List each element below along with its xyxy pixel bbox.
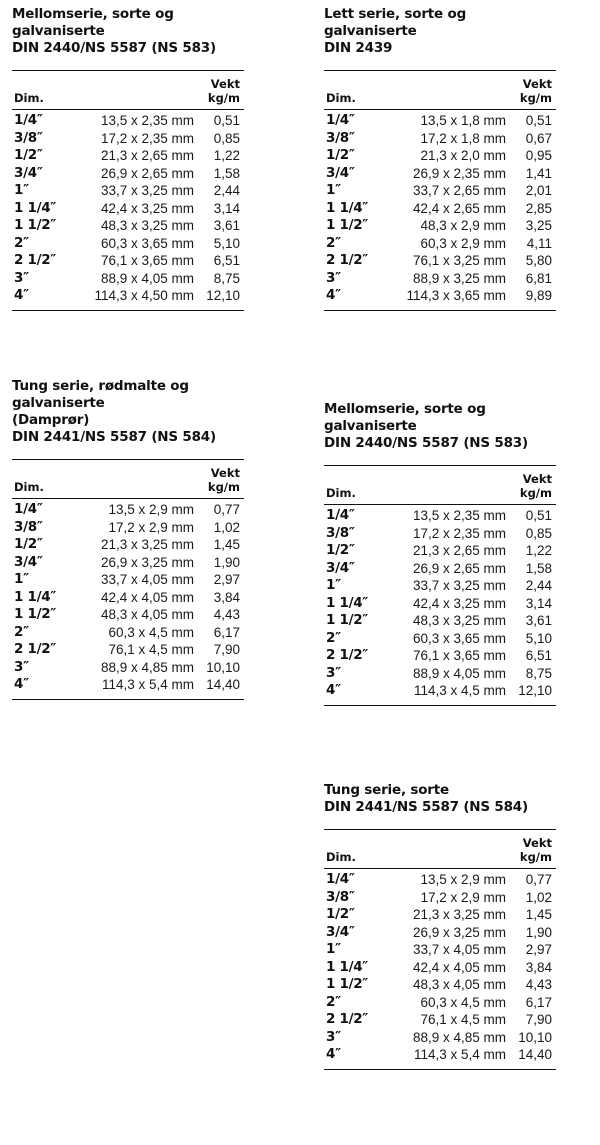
weight-cell: 1,02 xyxy=(525,889,552,905)
weight-cell: 1,58 xyxy=(525,560,552,576)
weight-cell: 5,10 xyxy=(525,630,552,646)
dim-cell: 1 1/4″ xyxy=(326,958,369,975)
table-row xyxy=(324,941,556,959)
weight-cell: 12,10 xyxy=(518,683,552,698)
dim-cell: 3/8″ xyxy=(14,129,43,146)
dim-cell: 2″ xyxy=(14,234,29,251)
dim-cell: 1/4″ xyxy=(326,112,355,128)
divider xyxy=(324,705,556,706)
dim-cell: 1″ xyxy=(326,182,341,198)
size-cell: 76,1 x 3,65 mm xyxy=(412,648,506,663)
weight-header-line: Vekt xyxy=(522,472,552,486)
table-row xyxy=(324,165,556,183)
size-cell: 76,1 x 3,25 mm xyxy=(412,253,506,268)
weight-cell: 4,11 xyxy=(526,235,552,251)
size-cell: 60,3 x 3,65 mm xyxy=(100,235,194,251)
table-mellomserie-right xyxy=(324,401,556,706)
dim-cell: 3/4″ xyxy=(14,164,43,181)
weight-cell: 1,90 xyxy=(525,924,552,940)
weight-cell: 2,01 xyxy=(525,183,552,198)
size-cell: 21,3 x 3,25 mm xyxy=(412,907,506,922)
weight-cell: 14,40 xyxy=(518,1047,552,1062)
dim-cell: 3/8″ xyxy=(326,129,355,146)
table-row xyxy=(12,659,244,677)
size-cell: 60,3 x 4,5 mm xyxy=(108,624,194,640)
weight-header xyxy=(208,466,240,494)
table-row xyxy=(324,147,556,165)
dim-cell: 1 1/4″ xyxy=(326,594,369,611)
table-row xyxy=(324,976,556,994)
table-row xyxy=(324,287,556,305)
weight-header-unit: kg/m xyxy=(519,850,552,864)
table-row xyxy=(12,641,244,659)
dim-cell: 2″ xyxy=(14,623,29,640)
size-cell: 114,3 x 5,4 mm xyxy=(101,677,194,692)
table-rows xyxy=(324,505,556,700)
divider xyxy=(12,310,244,311)
table-row xyxy=(12,270,244,288)
weight-cell: 1,90 xyxy=(213,554,240,570)
weight-cell: 4,43 xyxy=(213,607,240,622)
size-cell: 26,9 x 3,25 mm xyxy=(100,554,194,570)
table-title-line: DIN 2440/NS 5587 (NS 583) xyxy=(12,40,216,56)
table-row xyxy=(12,112,244,130)
dim-cell: 1 1/2″ xyxy=(326,612,369,628)
weight-header-line: Vekt xyxy=(210,77,240,91)
dim-header: Dim. xyxy=(14,480,44,494)
weight-cell: 5,80 xyxy=(525,253,552,268)
weight-header-line: Vekt xyxy=(210,466,240,480)
size-cell: 21,3 x 2,0 mm xyxy=(420,148,506,163)
size-cell: 17,2 x 2,9 mm xyxy=(108,519,194,535)
size-cell: 26,9 x 2,65 mm xyxy=(100,165,194,181)
table-row xyxy=(324,200,556,218)
dim-cell: 1 1/4″ xyxy=(326,199,369,216)
weight-header xyxy=(520,836,552,864)
dim-cell: 3/8″ xyxy=(326,888,355,905)
table-title-line: Tung serie, rødmalte og galvaniserte xyxy=(12,378,189,411)
weight-cell: 9,89 xyxy=(525,288,552,303)
weight-cell: 0,95 xyxy=(525,148,552,163)
table-title-line: DIN 2441/NS 5587 (NS 584) xyxy=(324,799,528,815)
table-row xyxy=(324,560,556,578)
table-row xyxy=(324,612,556,630)
dim-cell: 4″ xyxy=(14,676,29,692)
table-row xyxy=(12,501,244,519)
weight-cell: 8,75 xyxy=(213,270,240,286)
weight-cell: 3,61 xyxy=(213,218,240,233)
size-cell: 60,3 x 2,9 mm xyxy=(420,235,506,251)
weight-header-unit: kg/m xyxy=(207,91,240,105)
dim-cell: 2″ xyxy=(326,993,341,1010)
weight-cell: 6,51 xyxy=(525,648,552,663)
size-cell: 26,9 x 2,35 mm xyxy=(412,165,506,181)
weight-cell: 0,85 xyxy=(525,525,552,541)
table-header xyxy=(12,71,244,109)
size-cell: 114,3 x 4,5 mm xyxy=(413,683,506,698)
size-cell: 33,7 x 3,25 mm xyxy=(100,183,194,198)
size-cell: 13,5 x 2,35 mm xyxy=(100,113,194,128)
table-row xyxy=(12,217,244,235)
size-cell: 26,9 x 2,65 mm xyxy=(412,560,506,576)
weight-cell: 1,22 xyxy=(213,148,240,163)
dim-cell: 4″ xyxy=(326,1046,341,1062)
size-cell: 88,9 x 4,05 mm xyxy=(412,665,506,681)
size-cell: 114,3 x 3,65 mm xyxy=(406,288,506,303)
table-row xyxy=(324,130,556,148)
table-lett-serie xyxy=(324,6,556,311)
dim-cell: 2″ xyxy=(326,234,341,251)
size-cell: 76,1 x 4,5 mm xyxy=(420,1012,506,1027)
dim-cell: 1/4″ xyxy=(14,112,43,128)
dim-cell: 2 1/2″ xyxy=(326,647,369,663)
weight-cell: 14,40 xyxy=(206,677,240,692)
dim-cell: 1/2″ xyxy=(326,147,355,163)
table-row xyxy=(12,200,244,218)
size-cell: 60,3 x 4,5 mm xyxy=(420,994,506,1010)
table-row xyxy=(12,147,244,165)
weight-cell: 3,14 xyxy=(525,595,552,611)
dim-cell: 1/2″ xyxy=(326,906,355,922)
dim-cell: 3/4″ xyxy=(14,553,43,570)
dim-cell: 1 1/2″ xyxy=(326,976,369,992)
weight-cell: 4,43 xyxy=(525,977,552,992)
table-row xyxy=(324,630,556,648)
dim-cell: 3″ xyxy=(326,269,341,286)
size-cell: 26,9 x 3,25 mm xyxy=(412,924,506,940)
table-row xyxy=(324,252,556,270)
table-row xyxy=(12,182,244,200)
table-row xyxy=(324,682,556,700)
dim-cell: 4″ xyxy=(326,682,341,698)
weight-cell: 8,75 xyxy=(525,665,552,681)
weight-header-unit: kg/m xyxy=(207,480,240,494)
size-cell: 42,4 x 3,25 mm xyxy=(100,200,194,216)
weight-cell: 0,51 xyxy=(525,113,552,128)
dim-cell: 1/2″ xyxy=(14,147,43,163)
size-cell: 21,3 x 2,65 mm xyxy=(412,543,506,558)
table-title xyxy=(324,401,556,452)
weight-cell: 1,41 xyxy=(525,165,552,181)
table-row xyxy=(324,577,556,595)
table-row xyxy=(12,554,244,572)
table-row xyxy=(324,112,556,130)
weight-cell: 0,85 xyxy=(213,130,240,146)
weight-cell: 6,81 xyxy=(525,270,552,286)
table-title-line: Mellomserie, sorte og galvaniserte xyxy=(12,6,174,39)
table-row xyxy=(324,994,556,1012)
dim-cell: 3″ xyxy=(14,269,29,286)
dim-cell: 3/4″ xyxy=(326,923,355,940)
size-cell: 42,4 x 4,05 mm xyxy=(100,589,194,605)
size-cell: 60,3 x 3,65 mm xyxy=(412,630,506,646)
table-title xyxy=(324,782,556,816)
table-row xyxy=(324,507,556,525)
dim-cell: 1″ xyxy=(326,577,341,593)
size-cell: 88,9 x 4,05 mm xyxy=(100,270,194,286)
weight-cell: 6,17 xyxy=(213,624,240,640)
size-cell: 21,3 x 2,65 mm xyxy=(100,148,194,163)
table-row xyxy=(324,1011,556,1029)
size-cell: 42,4 x 2,65 mm xyxy=(412,200,506,216)
table-title xyxy=(324,6,556,57)
table-row xyxy=(324,235,556,253)
table-row xyxy=(12,165,244,183)
dim-cell: 1/4″ xyxy=(326,871,355,887)
weight-cell: 2,97 xyxy=(213,572,240,587)
weight-header-line: Vekt xyxy=(522,836,552,850)
table-row xyxy=(324,217,556,235)
dim-cell: 1 1/4″ xyxy=(14,199,57,216)
table-title-line: DIN 2439 xyxy=(324,40,393,56)
table-header xyxy=(324,71,556,109)
dim-cell: 2 1/2″ xyxy=(326,252,369,268)
weight-cell: 1,58 xyxy=(213,165,240,181)
dim-cell: 4″ xyxy=(326,287,341,303)
table-row xyxy=(324,182,556,200)
size-cell: 13,5 x 2,9 mm xyxy=(420,872,506,887)
dim-cell: 1 1/4″ xyxy=(14,588,57,605)
weight-cell: 10,10 xyxy=(518,1029,552,1045)
size-cell: 17,2 x 1,8 mm xyxy=(420,130,506,146)
table-row xyxy=(12,589,244,607)
weight-cell: 3,84 xyxy=(525,959,552,975)
table-row xyxy=(324,665,556,683)
table-row xyxy=(324,871,556,889)
size-cell: 13,5 x 2,9 mm xyxy=(108,502,194,517)
dim-cell: 1 1/2″ xyxy=(326,217,369,233)
dim-cell: 3″ xyxy=(326,664,341,681)
weight-cell: 1,02 xyxy=(213,519,240,535)
table-header xyxy=(12,460,244,498)
table-title-line: Tung serie, sorte xyxy=(324,782,449,798)
table-title xyxy=(12,6,244,57)
weight-cell: 0,51 xyxy=(213,113,240,128)
table-row xyxy=(12,536,244,554)
table-title-line: Mellomserie, sorte og galvaniserte xyxy=(324,401,486,434)
size-cell: 48,3 x 2,9 mm xyxy=(420,218,506,233)
divider xyxy=(12,699,244,700)
dim-cell: 2″ xyxy=(326,629,341,646)
table-row xyxy=(324,595,556,613)
size-cell: 42,4 x 4,05 mm xyxy=(412,959,506,975)
table-title-line: Lett serie, sorte og galvaniserte xyxy=(324,6,467,39)
table-title-line: DIN 2440/NS 5587 (NS 583) xyxy=(324,435,528,451)
size-cell: 42,4 x 3,25 mm xyxy=(412,595,506,611)
weight-cell: 1,45 xyxy=(525,907,552,922)
size-cell: 76,1 x 4,5 mm xyxy=(108,642,194,657)
table-row xyxy=(324,1029,556,1047)
dim-cell: 1 1/2″ xyxy=(14,217,57,233)
table-mellomserie-left xyxy=(12,6,244,311)
size-cell: 33,7 x 3,25 mm xyxy=(412,578,506,593)
dim-cell: 1″ xyxy=(14,571,29,587)
dim-cell: 3″ xyxy=(326,1028,341,1045)
weight-cell: 12,10 xyxy=(206,288,240,303)
table-rows xyxy=(12,499,244,694)
size-cell: 33,7 x 2,65 mm xyxy=(412,183,506,198)
weight-cell: 3,61 xyxy=(525,613,552,628)
dim-cell: 3/8″ xyxy=(14,518,43,535)
table-row xyxy=(12,130,244,148)
size-cell: 17,2 x 2,35 mm xyxy=(412,525,506,541)
weight-header-line: Vekt xyxy=(522,77,552,91)
dim-cell: 1″ xyxy=(326,941,341,957)
table-header xyxy=(324,466,556,504)
size-cell: 13,5 x 2,35 mm xyxy=(412,508,506,523)
weight-cell: 2,85 xyxy=(525,200,552,216)
weight-header xyxy=(208,77,240,105)
dim-cell: 1/2″ xyxy=(326,542,355,558)
table-row xyxy=(324,906,556,924)
table-row xyxy=(12,252,244,270)
table-title xyxy=(12,378,244,446)
table-tung-serie-rodmalte xyxy=(12,378,244,700)
dim-cell: 1/2″ xyxy=(14,536,43,552)
dim-header: Dim. xyxy=(326,91,356,105)
dim-cell: 3/4″ xyxy=(326,559,355,576)
table-row xyxy=(324,1046,556,1064)
size-cell: 13,5 x 1,8 mm xyxy=(420,113,506,128)
size-cell: 33,7 x 4,05 mm xyxy=(412,942,506,957)
weight-header-unit: kg/m xyxy=(519,91,552,105)
dim-cell: 3″ xyxy=(14,658,29,675)
table-row xyxy=(12,624,244,642)
size-cell: 48,3 x 4,05 mm xyxy=(412,977,506,992)
size-cell: 48,3 x 3,25 mm xyxy=(412,613,506,628)
weight-header xyxy=(520,77,552,105)
dim-cell: 1″ xyxy=(14,182,29,198)
table-row xyxy=(12,606,244,624)
size-cell: 17,2 x 2,9 mm xyxy=(420,889,506,905)
table-rows xyxy=(324,110,556,305)
weight-cell: 1,22 xyxy=(525,543,552,558)
table-row xyxy=(324,270,556,288)
size-cell: 88,9 x 3,25 mm xyxy=(412,270,506,286)
table-row xyxy=(324,889,556,907)
dim-cell: 3/4″ xyxy=(326,164,355,181)
table-row xyxy=(12,571,244,589)
weight-cell: 7,90 xyxy=(213,642,240,657)
divider xyxy=(324,310,556,311)
size-cell: 88,9 x 4,85 mm xyxy=(412,1029,506,1045)
size-cell: 76,1 x 3,65 mm xyxy=(100,253,194,268)
weight-cell: 2,97 xyxy=(525,942,552,957)
weight-cell: 3,25 xyxy=(525,218,552,233)
weight-cell: 7,90 xyxy=(525,1012,552,1027)
size-cell: 21,3 x 3,25 mm xyxy=(100,537,194,552)
divider xyxy=(324,1069,556,1070)
weight-cell: 3,14 xyxy=(213,200,240,216)
dim-cell: 1/4″ xyxy=(14,501,43,517)
dim-cell: 1 1/2″ xyxy=(14,606,57,622)
weight-cell: 1,45 xyxy=(213,537,240,552)
size-cell: 48,3 x 4,05 mm xyxy=(100,607,194,622)
size-cell: 17,2 x 2,35 mm xyxy=(100,130,194,146)
dim-cell: 2 1/2″ xyxy=(14,252,57,268)
dim-header: Dim. xyxy=(326,486,356,500)
table-title-line: (Damprør) xyxy=(12,412,90,428)
table-row xyxy=(324,647,556,665)
table-row xyxy=(12,519,244,537)
weight-header-unit: kg/m xyxy=(519,486,552,500)
weight-header xyxy=(520,472,552,500)
table-tung-serie-sorte xyxy=(324,782,556,1070)
weight-cell: 0,77 xyxy=(213,502,240,517)
table-row xyxy=(324,924,556,942)
dim-cell: 4″ xyxy=(14,287,29,303)
weight-cell: 6,51 xyxy=(213,253,240,268)
weight-cell: 0,51 xyxy=(525,508,552,523)
table-row xyxy=(324,525,556,543)
size-cell: 114,3 x 5,4 mm xyxy=(413,1047,506,1062)
weight-cell: 0,67 xyxy=(525,130,552,146)
size-cell: 114,3 x 4,50 mm xyxy=(94,288,194,303)
weight-cell: 10,10 xyxy=(206,659,240,675)
weight-cell: 2,44 xyxy=(525,578,552,593)
table-title-line: DIN 2441/NS 5587 (NS 584) xyxy=(12,429,216,445)
table-row xyxy=(12,287,244,305)
weight-cell: 5,10 xyxy=(213,235,240,251)
dim-header: Dim. xyxy=(14,91,44,105)
table-row xyxy=(324,959,556,977)
size-cell: 88,9 x 4,85 mm xyxy=(100,659,194,675)
table-rows xyxy=(12,110,244,305)
table-row xyxy=(12,676,244,694)
weight-cell: 0,77 xyxy=(525,872,552,887)
dim-cell: 3/8″ xyxy=(326,524,355,541)
dim-cell: 2 1/2″ xyxy=(326,1011,369,1027)
dim-cell: 2 1/2″ xyxy=(14,641,57,657)
weight-cell: 2,44 xyxy=(213,183,240,198)
weight-cell: 6,17 xyxy=(525,994,552,1010)
table-rows xyxy=(324,869,556,1064)
table-header xyxy=(324,830,556,868)
table-row xyxy=(12,235,244,253)
dim-header: Dim. xyxy=(326,850,356,864)
weight-cell: 3,84 xyxy=(213,589,240,605)
size-cell: 48,3 x 3,25 mm xyxy=(100,218,194,233)
table-row xyxy=(324,542,556,560)
size-cell: 33,7 x 4,05 mm xyxy=(100,572,194,587)
dim-cell: 1/4″ xyxy=(326,507,355,523)
